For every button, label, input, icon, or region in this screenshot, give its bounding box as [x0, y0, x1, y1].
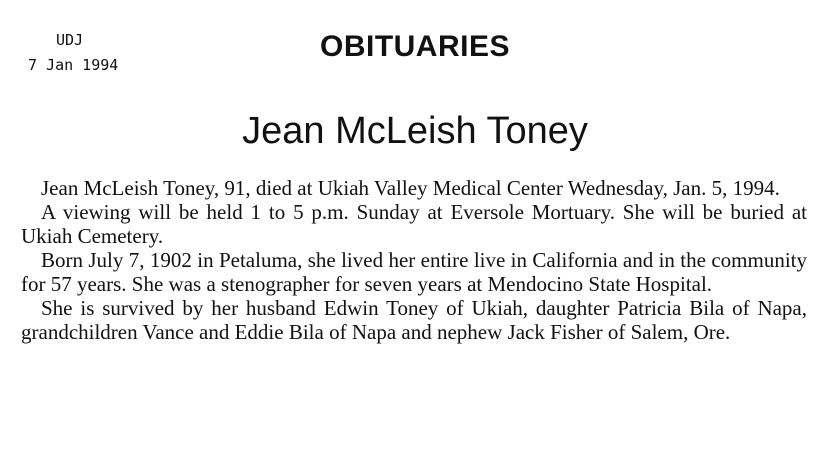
section-title: OBITUARIES: [319, 30, 510, 63]
paragraph-biography: Born July 7, 1902 in Petaluma, she lived her entire live in California and in the community for 57 years. She was a stenographer for seven years at Mendocino State Hospital.: [21, 248, 807, 296]
publication-date: 7 Jan 1994: [28, 56, 119, 74]
newspaper-name: UDJ: [56, 31, 84, 49]
obituary-headline: Jean McLeish Toney: [242, 110, 588, 152]
paragraph-services: A viewing will be held 1 to 5 p.m. Sunday at Eversole Mortuary. She will be buried at Ukiah Cemetery.: [21, 200, 807, 248]
paragraph-death: Jean McLeish Toney, 91, died at Ukiah Valley Medical Center Wednesday, Jan. 5, 1994.: [41, 176, 780, 200]
paragraph-survivors: She is survived by her husband Edwin Toney of Ukiah, daughter Patricia Bila of Napa, grandchildren Vance and Eddie Bila of Napa and nephew Jack Fisher of Salem, Ore.: [21, 296, 807, 344]
obituary-body: [21, 176, 807, 344]
